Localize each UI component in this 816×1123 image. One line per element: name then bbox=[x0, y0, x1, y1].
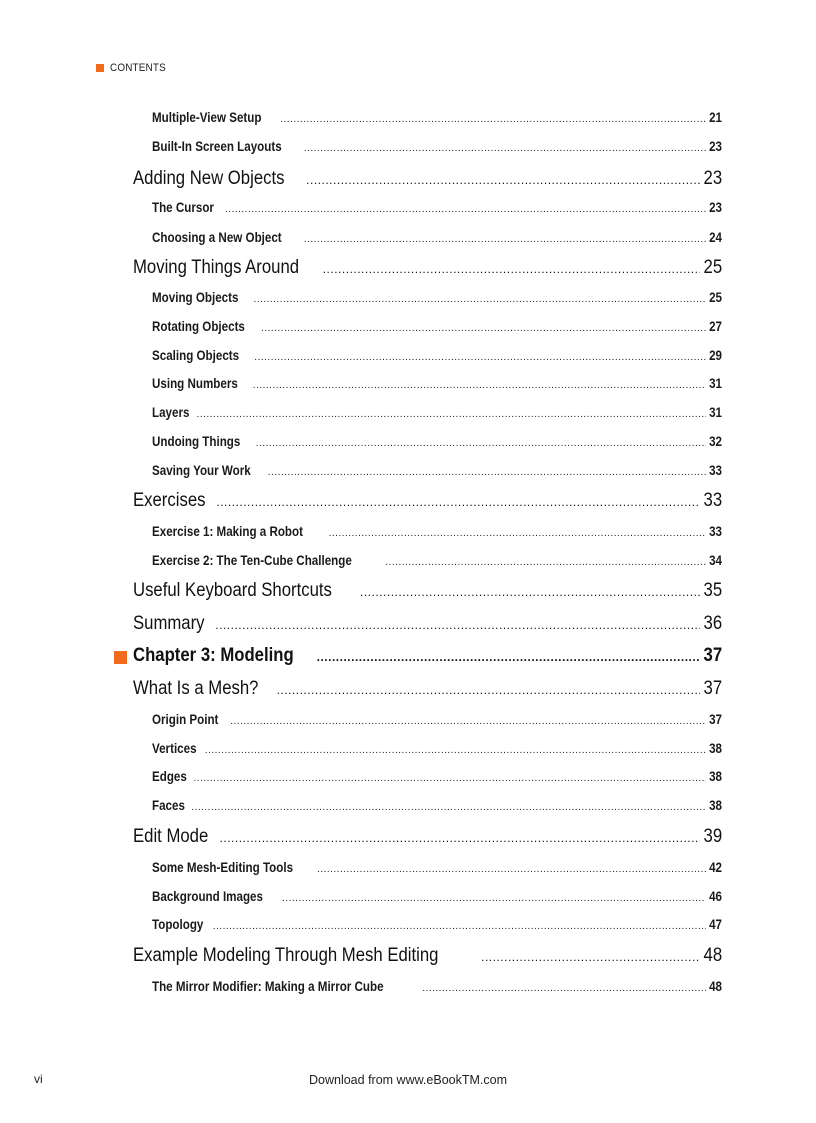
toc-entry-title: Choosing a New Object bbox=[152, 230, 282, 245]
toc-entry[interactable] bbox=[152, 230, 722, 245]
toc-entry[interactable] bbox=[152, 979, 722, 994]
toc-entry-title: Undoing Things bbox=[152, 434, 241, 449]
toc-entry-page: 31 bbox=[709, 376, 722, 391]
toc-entry-page: 39 bbox=[703, 826, 722, 847]
leader-dots bbox=[254, 294, 706, 305]
leader-dots bbox=[253, 380, 706, 391]
toc-entry-title: Background Images bbox=[152, 889, 263, 904]
leader-dots bbox=[323, 262, 700, 276]
leader-dots bbox=[268, 467, 706, 478]
toc-entry-title: Adding New Objects bbox=[133, 168, 285, 189]
toc-entry-page: 38 bbox=[709, 741, 722, 756]
toc-entry-page: 29 bbox=[709, 348, 722, 363]
toc-entry[interactable] bbox=[152, 741, 722, 756]
toc-entry-title: Multiple-View Setup bbox=[152, 110, 262, 125]
leader-dots bbox=[191, 802, 706, 813]
toc-entry[interactable] bbox=[152, 524, 722, 539]
toc-entry-page: 25 bbox=[709, 290, 722, 305]
toc-entry[interactable] bbox=[152, 405, 722, 420]
toc-entry-page: 33 bbox=[709, 524, 722, 539]
toc-entry[interactable] bbox=[152, 348, 722, 363]
leader-dots bbox=[306, 173, 700, 187]
toc-entry[interactable] bbox=[133, 490, 722, 512]
toc-entry-title: Rotating Objects bbox=[152, 319, 245, 334]
toc-entry-page: 42 bbox=[709, 860, 722, 875]
toc-entry-page: 23 bbox=[709, 139, 722, 154]
leader-dots bbox=[216, 495, 700, 509]
toc-entry-title: Edit Mode bbox=[133, 826, 209, 847]
toc-entry-title: Exercise 2: The Ten-Cube Challenge bbox=[152, 553, 352, 568]
toc-entry-page: 23 bbox=[709, 200, 722, 215]
header-square-icon bbox=[96, 64, 104, 72]
toc-entry-title: What Is a Mesh? bbox=[133, 678, 259, 699]
toc-entry-page: 38 bbox=[709, 798, 722, 813]
leader-dots bbox=[261, 323, 706, 334]
toc-entry-page: 33 bbox=[703, 490, 722, 511]
toc-entry[interactable] bbox=[133, 168, 722, 190]
toc-entry-title: Useful Keyboard Shortcuts bbox=[133, 580, 332, 601]
toc-entry-title: Example Modeling Through Mesh Editing bbox=[133, 945, 439, 966]
leader-dots bbox=[304, 143, 706, 154]
toc-chapter-entry[interactable] bbox=[133, 645, 722, 667]
toc-entry[interactable] bbox=[152, 860, 722, 875]
toc-entry-page: 48 bbox=[703, 945, 722, 966]
toc-entry[interactable] bbox=[152, 200, 722, 215]
leader-dots bbox=[317, 864, 706, 875]
toc-entry-page: 24 bbox=[709, 230, 722, 245]
toc-entry[interactable] bbox=[133, 257, 722, 279]
leader-dots bbox=[481, 950, 700, 964]
toc-entry-title: Edges bbox=[152, 769, 187, 784]
toc-entry[interactable] bbox=[133, 945, 722, 967]
toc-entry-page: 23 bbox=[703, 168, 722, 189]
leader-dots bbox=[215, 618, 700, 632]
toc-entry-title: Chapter 3: Modeling bbox=[133, 645, 294, 666]
toc-entry-page: 33 bbox=[709, 463, 722, 478]
leader-dots bbox=[213, 921, 706, 932]
toc-entry-title: Topology bbox=[152, 917, 204, 932]
leader-dots bbox=[194, 773, 706, 784]
toc-entry-page: 46 bbox=[709, 889, 722, 904]
toc-entry[interactable] bbox=[152, 769, 722, 784]
toc-entry[interactable] bbox=[152, 319, 722, 334]
toc-entry[interactable] bbox=[152, 463, 722, 478]
leader-dots bbox=[230, 716, 706, 727]
toc-entry-page: 36 bbox=[703, 613, 722, 634]
toc-entry[interactable] bbox=[133, 580, 722, 602]
toc-entry-page: 27 bbox=[709, 319, 722, 334]
toc-entry-title: Using Numbers bbox=[152, 376, 238, 391]
toc-entry[interactable] bbox=[152, 376, 722, 391]
leader-dots bbox=[277, 683, 700, 697]
toc-entry[interactable] bbox=[152, 434, 722, 449]
toc-entry[interactable] bbox=[152, 889, 722, 904]
leader-dots bbox=[304, 234, 706, 245]
toc-entry-page: 37 bbox=[709, 712, 722, 727]
toc-entry[interactable] bbox=[133, 613, 722, 635]
toc-entry-title: Built-In Screen Layouts bbox=[152, 139, 282, 154]
toc-entry-title: Vertices bbox=[152, 741, 197, 756]
running-header bbox=[96, 62, 172, 74]
leader-dots bbox=[317, 650, 700, 664]
leader-dots bbox=[280, 114, 706, 125]
toc-entry-page: 47 bbox=[709, 917, 722, 932]
toc-entry-title: Saving Your Work bbox=[152, 463, 251, 478]
toc-entry[interactable] bbox=[133, 678, 722, 700]
toc-entry-page: 21 bbox=[709, 110, 722, 125]
toc-entry-title: The Cursor bbox=[152, 200, 214, 215]
toc-entry[interactable] bbox=[152, 553, 722, 568]
toc-entry-page: 37 bbox=[703, 678, 722, 699]
leader-dots bbox=[385, 557, 706, 568]
toc-entry[interactable] bbox=[133, 826, 722, 848]
leader-dots bbox=[422, 983, 706, 994]
toc-entry-page: 38 bbox=[709, 769, 722, 784]
toc-entry-page: 37 bbox=[703, 645, 722, 666]
toc-entry[interactable] bbox=[152, 712, 722, 727]
toc-entry-title: Summary bbox=[133, 613, 205, 634]
toc-entry[interactable] bbox=[152, 798, 722, 813]
toc-entry-title: Origin Point bbox=[152, 712, 219, 727]
toc-entry-page: 35 bbox=[703, 580, 722, 601]
toc-entry-page: 48 bbox=[709, 979, 722, 994]
leader-dots bbox=[256, 438, 706, 449]
leader-dots bbox=[254, 352, 706, 363]
leader-dots bbox=[329, 528, 706, 539]
page-number: vi bbox=[34, 1072, 43, 1086]
leader-dots bbox=[360, 585, 700, 599]
toc-entry-title: Scaling Objects bbox=[152, 348, 240, 363]
leader-dots bbox=[197, 409, 706, 420]
toc-entry-title: Moving Objects bbox=[152, 290, 239, 305]
leader-dots bbox=[282, 893, 706, 904]
toc-entry[interactable] bbox=[152, 290, 722, 305]
toc-entry-title: Exercises bbox=[133, 490, 206, 511]
toc-entry-title: Faces bbox=[152, 798, 185, 813]
toc-entry-title: The Mirror Modifier: Making a Mirror Cube bbox=[152, 979, 384, 994]
chapter-square-icon bbox=[114, 651, 127, 664]
toc-entry-page: 32 bbox=[709, 434, 722, 449]
toc-entry-title: Layers bbox=[152, 405, 190, 420]
toc-entry-page: 25 bbox=[703, 257, 722, 278]
toc-entry-title: Moving Things Around bbox=[133, 257, 300, 278]
leader-dots bbox=[225, 204, 706, 215]
toc-entry[interactable] bbox=[152, 110, 722, 125]
toc-entry-title: Some Mesh-Editing Tools bbox=[152, 860, 294, 875]
toc-entry-page: 31 bbox=[709, 405, 722, 420]
leader-dots bbox=[220, 831, 700, 845]
toc-entry[interactable] bbox=[152, 917, 722, 932]
download-note: Download from www.eBookTM.com bbox=[309, 1073, 507, 1087]
toc-entry[interactable] bbox=[152, 139, 722, 154]
leader-dots bbox=[205, 745, 706, 756]
header-label: CONTENTS bbox=[110, 62, 166, 74]
toc-entry-page: 34 bbox=[709, 553, 722, 568]
toc-entry-title: Exercise 1: Making a Robot bbox=[152, 524, 303, 539]
